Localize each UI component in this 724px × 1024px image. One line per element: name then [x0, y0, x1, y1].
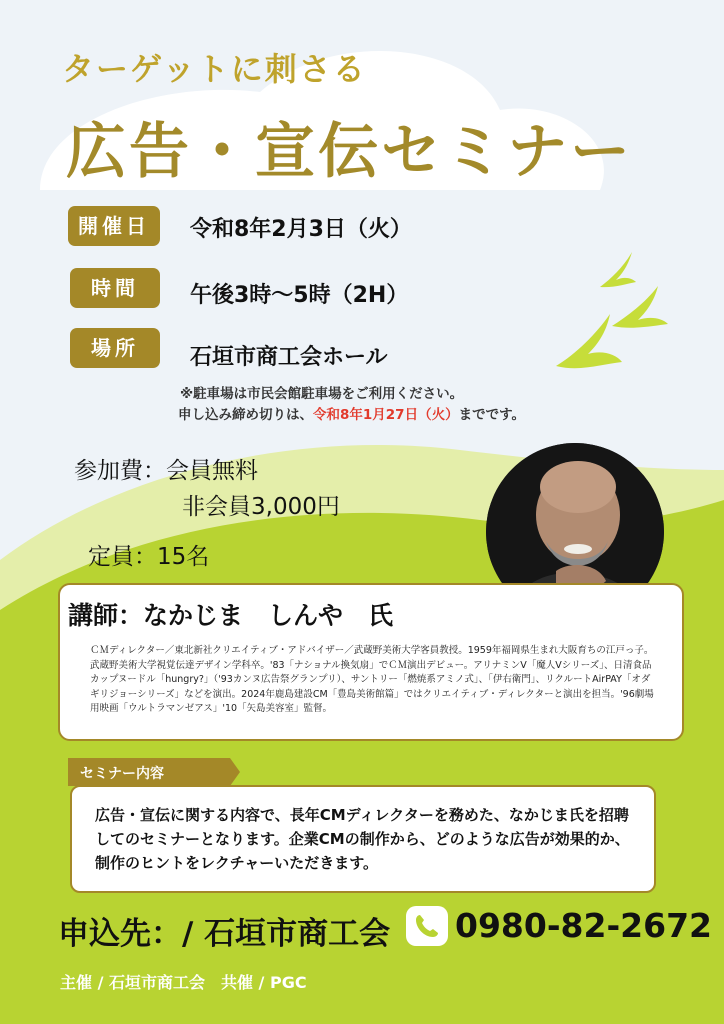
deadline-note	[178, 403, 525, 423]
seminar-content: 広告・宣伝に関する内容で、長年CMディレクターを務めた、なかじま氏を招聘してのセミナーとなります。企業CMの制作から、どのような広告が効果的か、制作のヒントをレクチャーいただきます。	[95, 806, 630, 872]
phone-icon	[406, 906, 448, 946]
parking-note: ※駐車場は市民会館駐車場をご利用ください。	[180, 386, 464, 402]
deadline-suffix: までです。	[458, 407, 525, 423]
time-value: 午後3時〜5時（2H）	[190, 283, 409, 308]
capacity: 定員：15名	[88, 544, 210, 570]
venue-label: 場所	[70, 328, 160, 368]
birds-illustration	[556, 252, 668, 368]
event-subtitle: ターゲットに刺さる	[62, 50, 367, 88]
fee-member: 参加費：会員無料	[74, 458, 258, 484]
lecturer-name: 講師：なかじま しんや 氏	[68, 601, 394, 630]
lecturer-bio: ＣＭディレクター／東北新社クリエイティブ・アドバイザー／武蔵野美術大学客員教授。1959年福岡県生まれ大阪育ちの江戸っ子。武蔵野美術大学視覚伝達デザイン学科卒。'83「ナショナル換気扇」でＣＭ演出デビュー。アリナミンV「魔人Vシリーズ」、日清食品カップヌードル「hungry?」（'93カンヌ広告祭グランプリ）、サントリー「燃焼系アミノ式」、「伊右衛門」、リクルートAirPAY「オダギリジョーシリーズ」などを演出。2024年鹿島建設CM「豊島美術館篇」ではクリエイティブ・ディレクターと演出を担当。'96劇場用映画「ウルトラマンゼアス」'10「矢島美容室」監督。	[90, 645, 654, 714]
phone-number: 0980-82-2672	[455, 906, 713, 945]
fee-non-member: 非会員3,000円	[182, 494, 340, 520]
apply-to: 申込先：/ 石垣市商工会	[58, 916, 391, 952]
seminar-tag: セミナー内容	[80, 766, 164, 782]
event-title: 広告・宣伝セミナー	[66, 117, 633, 187]
deadline-date: 令和8年1月27日（火）	[313, 407, 459, 423]
date-label: 開催日	[68, 206, 160, 246]
venue-value: 石垣市商工会ホール	[190, 345, 388, 370]
organizer: 主催 / 石垣市商工会 共催 / PGC	[60, 973, 307, 992]
time-label: 時間	[70, 268, 160, 308]
deadline-prefix: 申し込み締め切りは、	[178, 407, 313, 423]
date-value: 令和8年2月3日（火）	[190, 217, 412, 242]
